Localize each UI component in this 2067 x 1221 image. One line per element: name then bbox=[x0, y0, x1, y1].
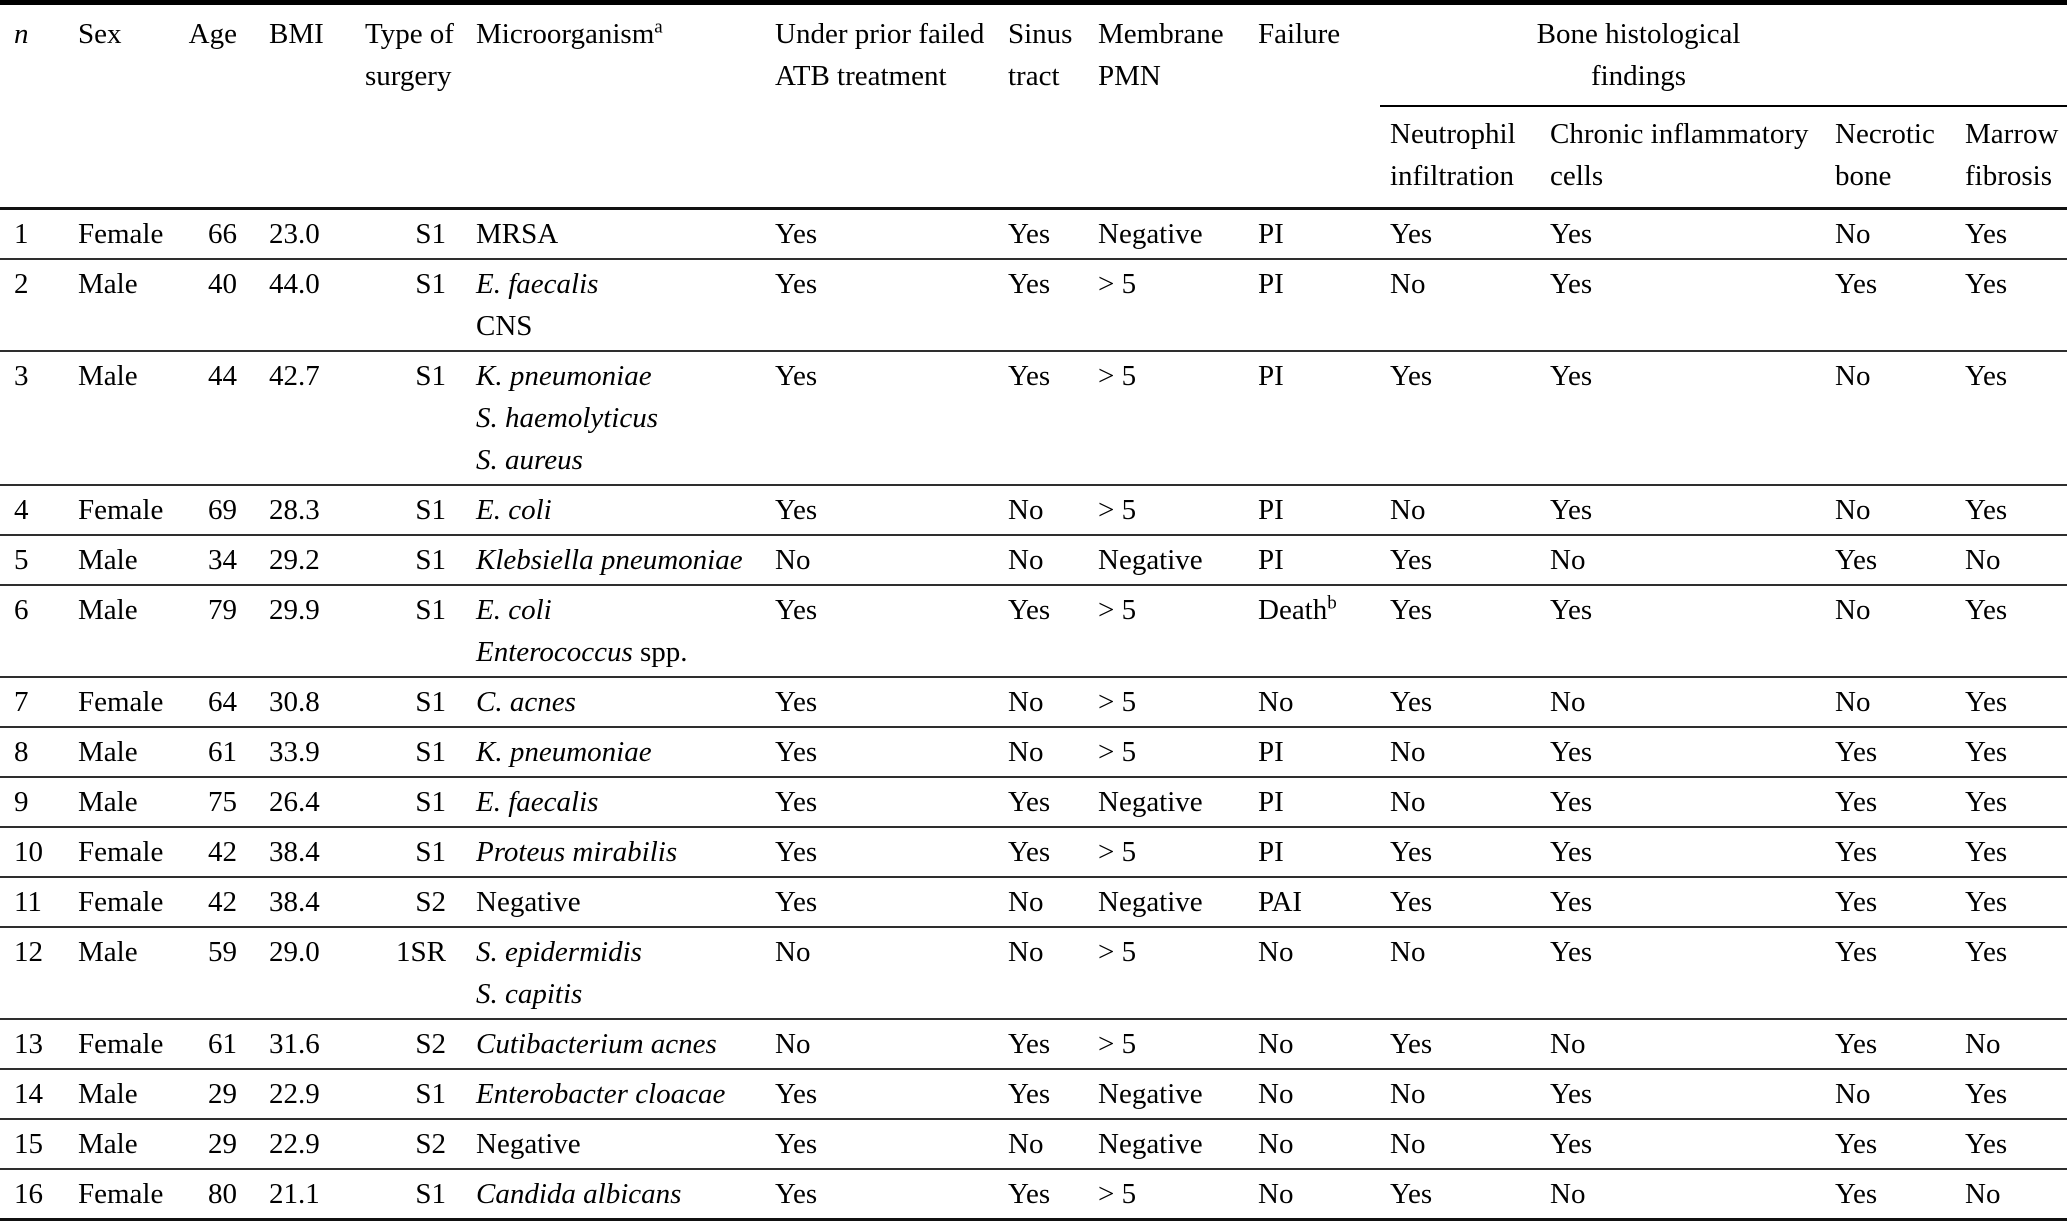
column-group-bone-histological-findings bbox=[1380, 3, 2067, 107]
footnote-marker-a: a bbox=[654, 16, 663, 38]
cell-type-of-surgery: S1 bbox=[415, 494, 446, 526]
cell-sinus-tract: Yes bbox=[1008, 594, 1051, 626]
cell-microorganism bbox=[460, 1019, 745, 1069]
cell-microorganism bbox=[460, 1069, 745, 1119]
cell-n: 13 bbox=[14, 1028, 43, 1060]
column-header-n bbox=[0, 3, 60, 209]
microorganism-line: S. haemolyticus bbox=[476, 402, 659, 434]
cell-neutrophil-infiltration: No bbox=[1390, 494, 1426, 526]
cell-type-of-surgery: S2 bbox=[415, 1028, 446, 1060]
cell-membrane-pmn: Negative bbox=[1098, 1078, 1203, 1110]
patient-row bbox=[0, 1019, 2067, 1069]
cell-n: 14 bbox=[14, 1078, 43, 1110]
cell-failure: No bbox=[1258, 1128, 1294, 1160]
microorganism-line: C. acnes bbox=[476, 686, 576, 718]
cell-n: 16 bbox=[14, 1178, 43, 1210]
microorganism-line: Klebsiella pneumoniae bbox=[476, 544, 743, 576]
cell-necrotic-bone: Yes bbox=[1835, 936, 1878, 968]
cell-microorganism bbox=[460, 877, 745, 927]
cell-age: 61 bbox=[208, 1028, 237, 1060]
cell-membrane-pmn: Negative bbox=[1098, 1128, 1203, 1160]
cell-type-of-surgery: S1 bbox=[415, 1078, 446, 1110]
cell-neutrophil-infiltration: Yes bbox=[1390, 544, 1433, 576]
cell-membrane-pmn: Negative bbox=[1098, 886, 1203, 918]
cell-sinus-tract: No bbox=[1008, 686, 1044, 718]
cell-type-of-surgery: 1SR bbox=[396, 936, 446, 968]
cell-chronic-inflammatory-cells: No bbox=[1550, 686, 1586, 718]
patient-row bbox=[0, 877, 2067, 927]
cell-marrow-fibrosis: Yes bbox=[1965, 786, 2008, 818]
cell-type-of-surgery: S1 bbox=[415, 836, 446, 868]
cell-failure: PI bbox=[1258, 736, 1284, 768]
cell-failure: PI bbox=[1258, 836, 1284, 868]
cell-sex: Male bbox=[78, 268, 138, 300]
cell-chronic-inflammatory-cells: Yes bbox=[1550, 936, 1593, 968]
patient-row bbox=[0, 259, 2067, 351]
cell-prior-atb-treatment: Yes bbox=[775, 1078, 818, 1110]
cell-bmi: 28.3 bbox=[269, 494, 320, 526]
patient-row bbox=[0, 535, 2067, 585]
cell-failure: No bbox=[1258, 1028, 1294, 1060]
microorganism-line: K. pneumoniae bbox=[476, 736, 652, 768]
cell-prior-atb-treatment: Yes bbox=[775, 786, 818, 818]
cell-n: 8 bbox=[14, 736, 29, 768]
cell-neutrophil-infiltration: No bbox=[1390, 786, 1426, 818]
cell-necrotic-bone: Yes bbox=[1835, 1128, 1878, 1160]
column-header-neutrophil-infiltration: Neutrophil infiltration bbox=[1390, 118, 1516, 192]
cell-microorganism bbox=[460, 259, 745, 351]
patient-row bbox=[0, 1119, 2067, 1169]
column-header-microorganism bbox=[460, 3, 745, 209]
cell-age: 59 bbox=[208, 936, 237, 968]
patient-row bbox=[0, 677, 2067, 727]
cell-type-of-surgery: S2 bbox=[415, 1128, 446, 1160]
cell-type-of-surgery: S1 bbox=[415, 594, 446, 626]
column-header-sex: Sex bbox=[78, 18, 122, 50]
cell-type-of-surgery: S1 bbox=[415, 736, 446, 768]
cell-neutrophil-infiltration: Yes bbox=[1390, 886, 1433, 918]
cell-sinus-tract: Yes bbox=[1008, 1028, 1051, 1060]
patient-row bbox=[0, 585, 2067, 677]
microorganism-line: Enterococcus spp. bbox=[476, 636, 688, 668]
cell-type-of-surgery: S2 bbox=[415, 886, 446, 918]
cell-membrane-pmn: > 5 bbox=[1098, 1028, 1137, 1060]
cell-age: 40 bbox=[208, 268, 237, 300]
cell-necrotic-bone: Yes bbox=[1835, 544, 1878, 576]
cell-marrow-fibrosis: Yes bbox=[1965, 686, 2008, 718]
cell-microorganism bbox=[460, 777, 745, 827]
cell-marrow-fibrosis: Yes bbox=[1965, 886, 2008, 918]
cell-sinus-tract: No bbox=[1008, 1128, 1044, 1160]
column-header-bmi: BMI bbox=[269, 18, 324, 50]
cell-n: 4 bbox=[14, 494, 29, 526]
cell-bmi: 31.6 bbox=[269, 1028, 320, 1060]
cell-bmi: 38.4 bbox=[269, 886, 320, 918]
cell-sinus-tract: Yes bbox=[1008, 268, 1051, 300]
n-label: n bbox=[14, 18, 29, 50]
cell-n: 2 bbox=[14, 268, 29, 300]
cell-neutrophil-infiltration: Yes bbox=[1390, 218, 1433, 250]
cell-failure: PI bbox=[1258, 360, 1284, 392]
cell-membrane-pmn: Negative bbox=[1098, 218, 1203, 250]
cell-sex: Male bbox=[78, 786, 138, 818]
cell-necrotic-bone: No bbox=[1835, 494, 1871, 526]
cell-marrow-fibrosis: Yes bbox=[1965, 268, 2008, 300]
cell-membrane-pmn: > 5 bbox=[1098, 736, 1137, 768]
header-row-main bbox=[0, 3, 2067, 107]
cell-sinus-tract: No bbox=[1008, 736, 1044, 768]
cell-bmi: 29.0 bbox=[269, 936, 320, 968]
cell-chronic-inflammatory-cells: Yes bbox=[1550, 268, 1593, 300]
cell-sinus-tract: No bbox=[1008, 886, 1044, 918]
patient-row bbox=[0, 777, 2067, 827]
cell-chronic-inflammatory-cells: Yes bbox=[1550, 886, 1593, 918]
cell-sex: Male bbox=[78, 936, 138, 968]
cell-type-of-surgery: S1 bbox=[415, 544, 446, 576]
cell-marrow-fibrosis: Yes bbox=[1965, 1078, 2008, 1110]
cell-age: 69 bbox=[208, 494, 237, 526]
cell-necrotic-bone: Yes bbox=[1835, 836, 1878, 868]
patient-row bbox=[0, 209, 2067, 260]
cell-necrotic-bone: No bbox=[1835, 686, 1871, 718]
cell-type-of-surgery: S1 bbox=[415, 786, 446, 818]
cell-marrow-fibrosis: Yes bbox=[1965, 1128, 2008, 1160]
column-header-prior-atb-treatment: Under prior failed ATB treatment bbox=[775, 18, 985, 92]
cell-necrotic-bone: No bbox=[1835, 360, 1871, 392]
cell-n: 1 bbox=[14, 218, 29, 250]
cell-sinus-tract: Yes bbox=[1008, 786, 1051, 818]
microorganism-line: E. faecalis bbox=[476, 268, 599, 300]
cell-n: 7 bbox=[14, 686, 29, 718]
microorganism-line: S. capitis bbox=[476, 978, 583, 1010]
table-body bbox=[0, 209, 2067, 1220]
cell-membrane-pmn: Negative bbox=[1098, 786, 1203, 818]
cell-marrow-fibrosis: Yes bbox=[1965, 360, 2008, 392]
cell-microorganism bbox=[460, 485, 745, 535]
cell-necrotic-bone: Yes bbox=[1835, 1028, 1878, 1060]
cell-age: 44 bbox=[208, 360, 237, 392]
cell-prior-atb-treatment: Yes bbox=[775, 686, 818, 718]
cell-membrane-pmn: > 5 bbox=[1098, 494, 1137, 526]
cell-n: 3 bbox=[14, 360, 29, 392]
cell-chronic-inflammatory-cells: Yes bbox=[1550, 836, 1593, 868]
cell-failure: PI bbox=[1258, 544, 1284, 576]
patient-row bbox=[0, 351, 2067, 485]
cell-failure: PI bbox=[1258, 268, 1284, 300]
cell-necrotic-bone: Yes bbox=[1835, 786, 1878, 818]
cell-chronic-inflammatory-cells: No bbox=[1550, 1028, 1586, 1060]
cell-age: 79 bbox=[208, 594, 237, 626]
cell-sinus-tract: No bbox=[1008, 544, 1044, 576]
cell-sex: Female bbox=[78, 686, 164, 718]
cell-sex: Female bbox=[78, 1028, 164, 1060]
microorganism-line: Negative bbox=[476, 1128, 581, 1160]
cell-microorganism bbox=[460, 677, 745, 727]
cell-sex: Male bbox=[78, 1078, 138, 1110]
cell-age: 42 bbox=[208, 836, 237, 868]
cell-age: 66 bbox=[208, 218, 237, 250]
cell-age: 61 bbox=[208, 736, 237, 768]
cell-failure: No bbox=[1258, 1178, 1294, 1210]
cell-neutrophil-infiltration: No bbox=[1390, 936, 1426, 968]
cell-failure: No bbox=[1258, 936, 1294, 968]
microorganism-line: Proteus mirabilis bbox=[476, 836, 678, 868]
cell-bmi: 29.2 bbox=[269, 544, 320, 576]
cell-failure: PI bbox=[1258, 786, 1284, 818]
cell-chronic-inflammatory-cells: Yes bbox=[1550, 594, 1593, 626]
cell-neutrophil-infiltration: Yes bbox=[1390, 594, 1433, 626]
cell-sex: Female bbox=[78, 836, 164, 868]
cell-type-of-surgery: S1 bbox=[415, 1178, 446, 1210]
cell-microorganism bbox=[460, 827, 745, 877]
cell-bmi: 22.9 bbox=[269, 1078, 320, 1110]
cell-necrotic-bone: No bbox=[1835, 594, 1871, 626]
cell-n: 15 bbox=[14, 1128, 43, 1160]
patient-row bbox=[0, 1169, 2067, 1220]
cell-sex: Female bbox=[78, 218, 164, 250]
cell-neutrophil-infiltration: No bbox=[1390, 268, 1426, 300]
cell-sinus-tract: Yes bbox=[1008, 360, 1051, 392]
column-header-membrane-pmn: Membrane PMN bbox=[1098, 18, 1224, 92]
cell-bmi: 33.9 bbox=[269, 736, 320, 768]
table-header bbox=[0, 3, 2067, 209]
cell-n: 10 bbox=[14, 836, 43, 868]
cell-bmi: 42.7 bbox=[269, 360, 320, 392]
cell-sinus-tract: No bbox=[1008, 936, 1044, 968]
cell-microorganism bbox=[460, 927, 745, 1019]
cell-neutrophil-infiltration: No bbox=[1390, 736, 1426, 768]
cell-bmi: 21.1 bbox=[269, 1178, 320, 1210]
cell-chronic-inflammatory-cells: No bbox=[1550, 1178, 1586, 1210]
cell-failure: No bbox=[1258, 1078, 1294, 1110]
cell-prior-atb-treatment: No bbox=[775, 936, 811, 968]
cell-microorganism bbox=[460, 351, 745, 485]
cell-chronic-inflammatory-cells: Yes bbox=[1550, 786, 1593, 818]
patient-row bbox=[0, 827, 2067, 877]
cell-prior-atb-treatment: Yes bbox=[775, 886, 818, 918]
cell-microorganism bbox=[460, 535, 745, 585]
cell-neutrophil-infiltration: Yes bbox=[1390, 1178, 1433, 1210]
cell-marrow-fibrosis: Yes bbox=[1965, 936, 2008, 968]
bone-histology-group-label: Bone histological findings bbox=[1536, 18, 1741, 92]
column-header-age: Age bbox=[188, 18, 237, 50]
cell-sinus-tract: Yes bbox=[1008, 836, 1051, 868]
cell-sex: Male bbox=[78, 594, 138, 626]
column-header-failure: Failure bbox=[1258, 18, 1341, 50]
microorganism-line: E. faecalis bbox=[476, 786, 599, 818]
cell-n: 11 bbox=[14, 886, 42, 918]
cell-sex: Male bbox=[78, 360, 138, 392]
cell-age: 42 bbox=[208, 886, 237, 918]
microorganism-line: CNS bbox=[476, 310, 533, 342]
cell-n: 5 bbox=[14, 544, 29, 576]
cell-sex: Female bbox=[78, 1178, 164, 1210]
cell-chronic-inflammatory-cells: Yes bbox=[1550, 1078, 1593, 1110]
cell-chronic-inflammatory-cells: Yes bbox=[1550, 360, 1593, 392]
cell-marrow-fibrosis: Yes bbox=[1965, 836, 2008, 868]
cell-neutrophil-infiltration: Yes bbox=[1390, 686, 1433, 718]
microorganism-line: S. epidermidis bbox=[476, 936, 642, 968]
cell-sex: Female bbox=[78, 494, 164, 526]
column-header-marrow-fibrosis: Marrow fibrosis bbox=[1965, 118, 2059, 192]
patient-row bbox=[0, 727, 2067, 777]
cell-chronic-inflammatory-cells: Yes bbox=[1550, 218, 1593, 250]
cell-age: 75 bbox=[208, 786, 237, 818]
cell-sex: Female bbox=[78, 886, 164, 918]
patient-row bbox=[0, 1069, 2067, 1119]
cell-membrane-pmn: > 5 bbox=[1098, 360, 1137, 392]
microorganism-line: E. coli bbox=[476, 594, 552, 626]
cell-neutrophil-infiltration: Yes bbox=[1390, 836, 1433, 868]
cell-n: 6 bbox=[14, 594, 29, 626]
cell-microorganism bbox=[460, 585, 745, 677]
cell-chronic-inflammatory-cells: Yes bbox=[1550, 494, 1593, 526]
cell-prior-atb-treatment: No bbox=[775, 1028, 811, 1060]
cell-bmi: 38.4 bbox=[269, 836, 320, 868]
cell-n: 12 bbox=[14, 936, 43, 968]
cell-necrotic-bone: Yes bbox=[1835, 736, 1878, 768]
cell-prior-atb-treatment: No bbox=[775, 544, 811, 576]
cell-n: 9 bbox=[14, 786, 29, 818]
cell-sex: Male bbox=[78, 544, 138, 576]
microorganism-line: Negative bbox=[476, 886, 581, 918]
patient-row bbox=[0, 485, 2067, 535]
cell-prior-atb-treatment: Yes bbox=[775, 594, 818, 626]
cell-type-of-surgery: S1 bbox=[415, 268, 446, 300]
cell-bmi: 22.9 bbox=[269, 1128, 320, 1160]
patient-row bbox=[0, 927, 2067, 1019]
cell-failure: PAI bbox=[1258, 886, 1303, 918]
cell-failure: Death$^b$ bbox=[1258, 592, 1337, 626]
cell-membrane-pmn: Negative bbox=[1098, 544, 1203, 576]
cell-age: 34 bbox=[208, 544, 237, 576]
cell-chronic-inflammatory-cells: Yes bbox=[1550, 736, 1593, 768]
cell-prior-atb-treatment: Yes bbox=[775, 736, 818, 768]
cell-bmi: 30.8 bbox=[269, 686, 320, 718]
microorganism-line: E. coli bbox=[476, 494, 552, 526]
cell-microorganism bbox=[460, 1119, 745, 1169]
cell-microorganism bbox=[460, 209, 745, 260]
cell-type-of-surgery: S1 bbox=[415, 218, 446, 250]
cell-prior-atb-treatment: Yes bbox=[775, 1128, 818, 1160]
cell-marrow-fibrosis: Yes bbox=[1965, 736, 2008, 768]
cell-prior-atb-treatment: Yes bbox=[775, 494, 818, 526]
cell-membrane-pmn: > 5 bbox=[1098, 594, 1137, 626]
cell-bmi: 23.0 bbox=[269, 218, 320, 250]
cell-membrane-pmn: > 5 bbox=[1098, 936, 1137, 968]
cell-prior-atb-treatment: Yes bbox=[775, 360, 818, 392]
cell-necrotic-bone: Yes bbox=[1835, 886, 1878, 918]
cell-chronic-inflammatory-cells: No bbox=[1550, 544, 1586, 576]
cell-marrow-fibrosis: Yes bbox=[1965, 594, 2008, 626]
cell-prior-atb-treatment: Yes bbox=[775, 836, 818, 868]
microorganism-line: MRSA bbox=[476, 218, 559, 250]
cell-failure: PI bbox=[1258, 494, 1284, 526]
cell-marrow-fibrosis: Yes bbox=[1965, 218, 2008, 250]
microorganism-line: K. pneumoniae bbox=[476, 360, 652, 392]
cell-sinus-tract: Yes bbox=[1008, 218, 1051, 250]
microorganism-line: Cutibacterium acnes bbox=[476, 1028, 717, 1060]
cell-sex: Male bbox=[78, 1128, 138, 1160]
cell-age: 80 bbox=[208, 1178, 237, 1210]
cell-sinus-tract: No bbox=[1008, 494, 1044, 526]
cell-prior-atb-treatment: Yes bbox=[775, 1178, 818, 1210]
cell-necrotic-bone: Yes bbox=[1835, 1178, 1878, 1210]
cell-membrane-pmn: > 5 bbox=[1098, 836, 1137, 868]
microorganism-line: Enterobacter cloacae bbox=[476, 1078, 726, 1110]
cell-neutrophil-infiltration: No bbox=[1390, 1128, 1426, 1160]
cell-marrow-fibrosis: No bbox=[1965, 1178, 2001, 1210]
microorganism-line: S. aureus bbox=[476, 444, 583, 476]
cell-membrane-pmn: > 5 bbox=[1098, 268, 1137, 300]
cell-age: 64 bbox=[208, 686, 237, 718]
cell-failure: No bbox=[1258, 686, 1294, 718]
column-header-type-of-surgery: Type of surgery bbox=[365, 18, 454, 92]
cell-age: 29 bbox=[208, 1128, 237, 1160]
cell-sinus-tract: Yes bbox=[1008, 1178, 1051, 1210]
microorganism-label: Microorganism bbox=[476, 18, 655, 50]
column-header-chronic-inflammatory-cells: Chronic inflammatory cells bbox=[1550, 118, 1809, 192]
microorganism-line: Candida albicans bbox=[476, 1178, 682, 1210]
cell-chronic-inflammatory-cells: Yes bbox=[1550, 1128, 1593, 1160]
cell-marrow-fibrosis: Yes bbox=[1965, 494, 2008, 526]
cell-type-of-surgery: S1 bbox=[415, 360, 446, 392]
footnote-marker-b: b bbox=[1327, 592, 1337, 614]
cell-prior-atb-treatment: Yes bbox=[775, 268, 818, 300]
cell-neutrophil-infiltration: Yes bbox=[1390, 360, 1433, 392]
cell-sinus-tract: Yes bbox=[1008, 1078, 1051, 1110]
cell-bmi: 44.0 bbox=[269, 268, 320, 300]
cell-neutrophil-infiltration: No bbox=[1390, 1078, 1426, 1110]
cell-failure: PI bbox=[1258, 218, 1284, 250]
cell-microorganism bbox=[460, 727, 745, 777]
cell-type-of-surgery: S1 bbox=[415, 686, 446, 718]
cell-age: 29 bbox=[208, 1078, 237, 1110]
cell-necrotic-bone: No bbox=[1835, 218, 1871, 250]
cell-prior-atb-treatment: Yes bbox=[775, 218, 818, 250]
cell-bmi: 29.9 bbox=[269, 594, 320, 626]
cell-bmi: 26.4 bbox=[269, 786, 320, 818]
cell-neutrophil-infiltration: Yes bbox=[1390, 1028, 1433, 1060]
cell-microorganism bbox=[460, 1169, 745, 1220]
cell-membrane-pmn: > 5 bbox=[1098, 1178, 1137, 1210]
column-header-necrotic-bone: Necrotic bone bbox=[1835, 118, 1935, 192]
cell-membrane-pmn: > 5 bbox=[1098, 686, 1137, 718]
column-header-sinus-tract: Sinus tract bbox=[1008, 18, 1073, 92]
cell-sex: Male bbox=[78, 736, 138, 768]
cell-necrotic-bone: Yes bbox=[1835, 268, 1878, 300]
cell-marrow-fibrosis: No bbox=[1965, 544, 2001, 576]
cell-necrotic-bone: No bbox=[1835, 1078, 1871, 1110]
cell-marrow-fibrosis: No bbox=[1965, 1028, 2001, 1060]
